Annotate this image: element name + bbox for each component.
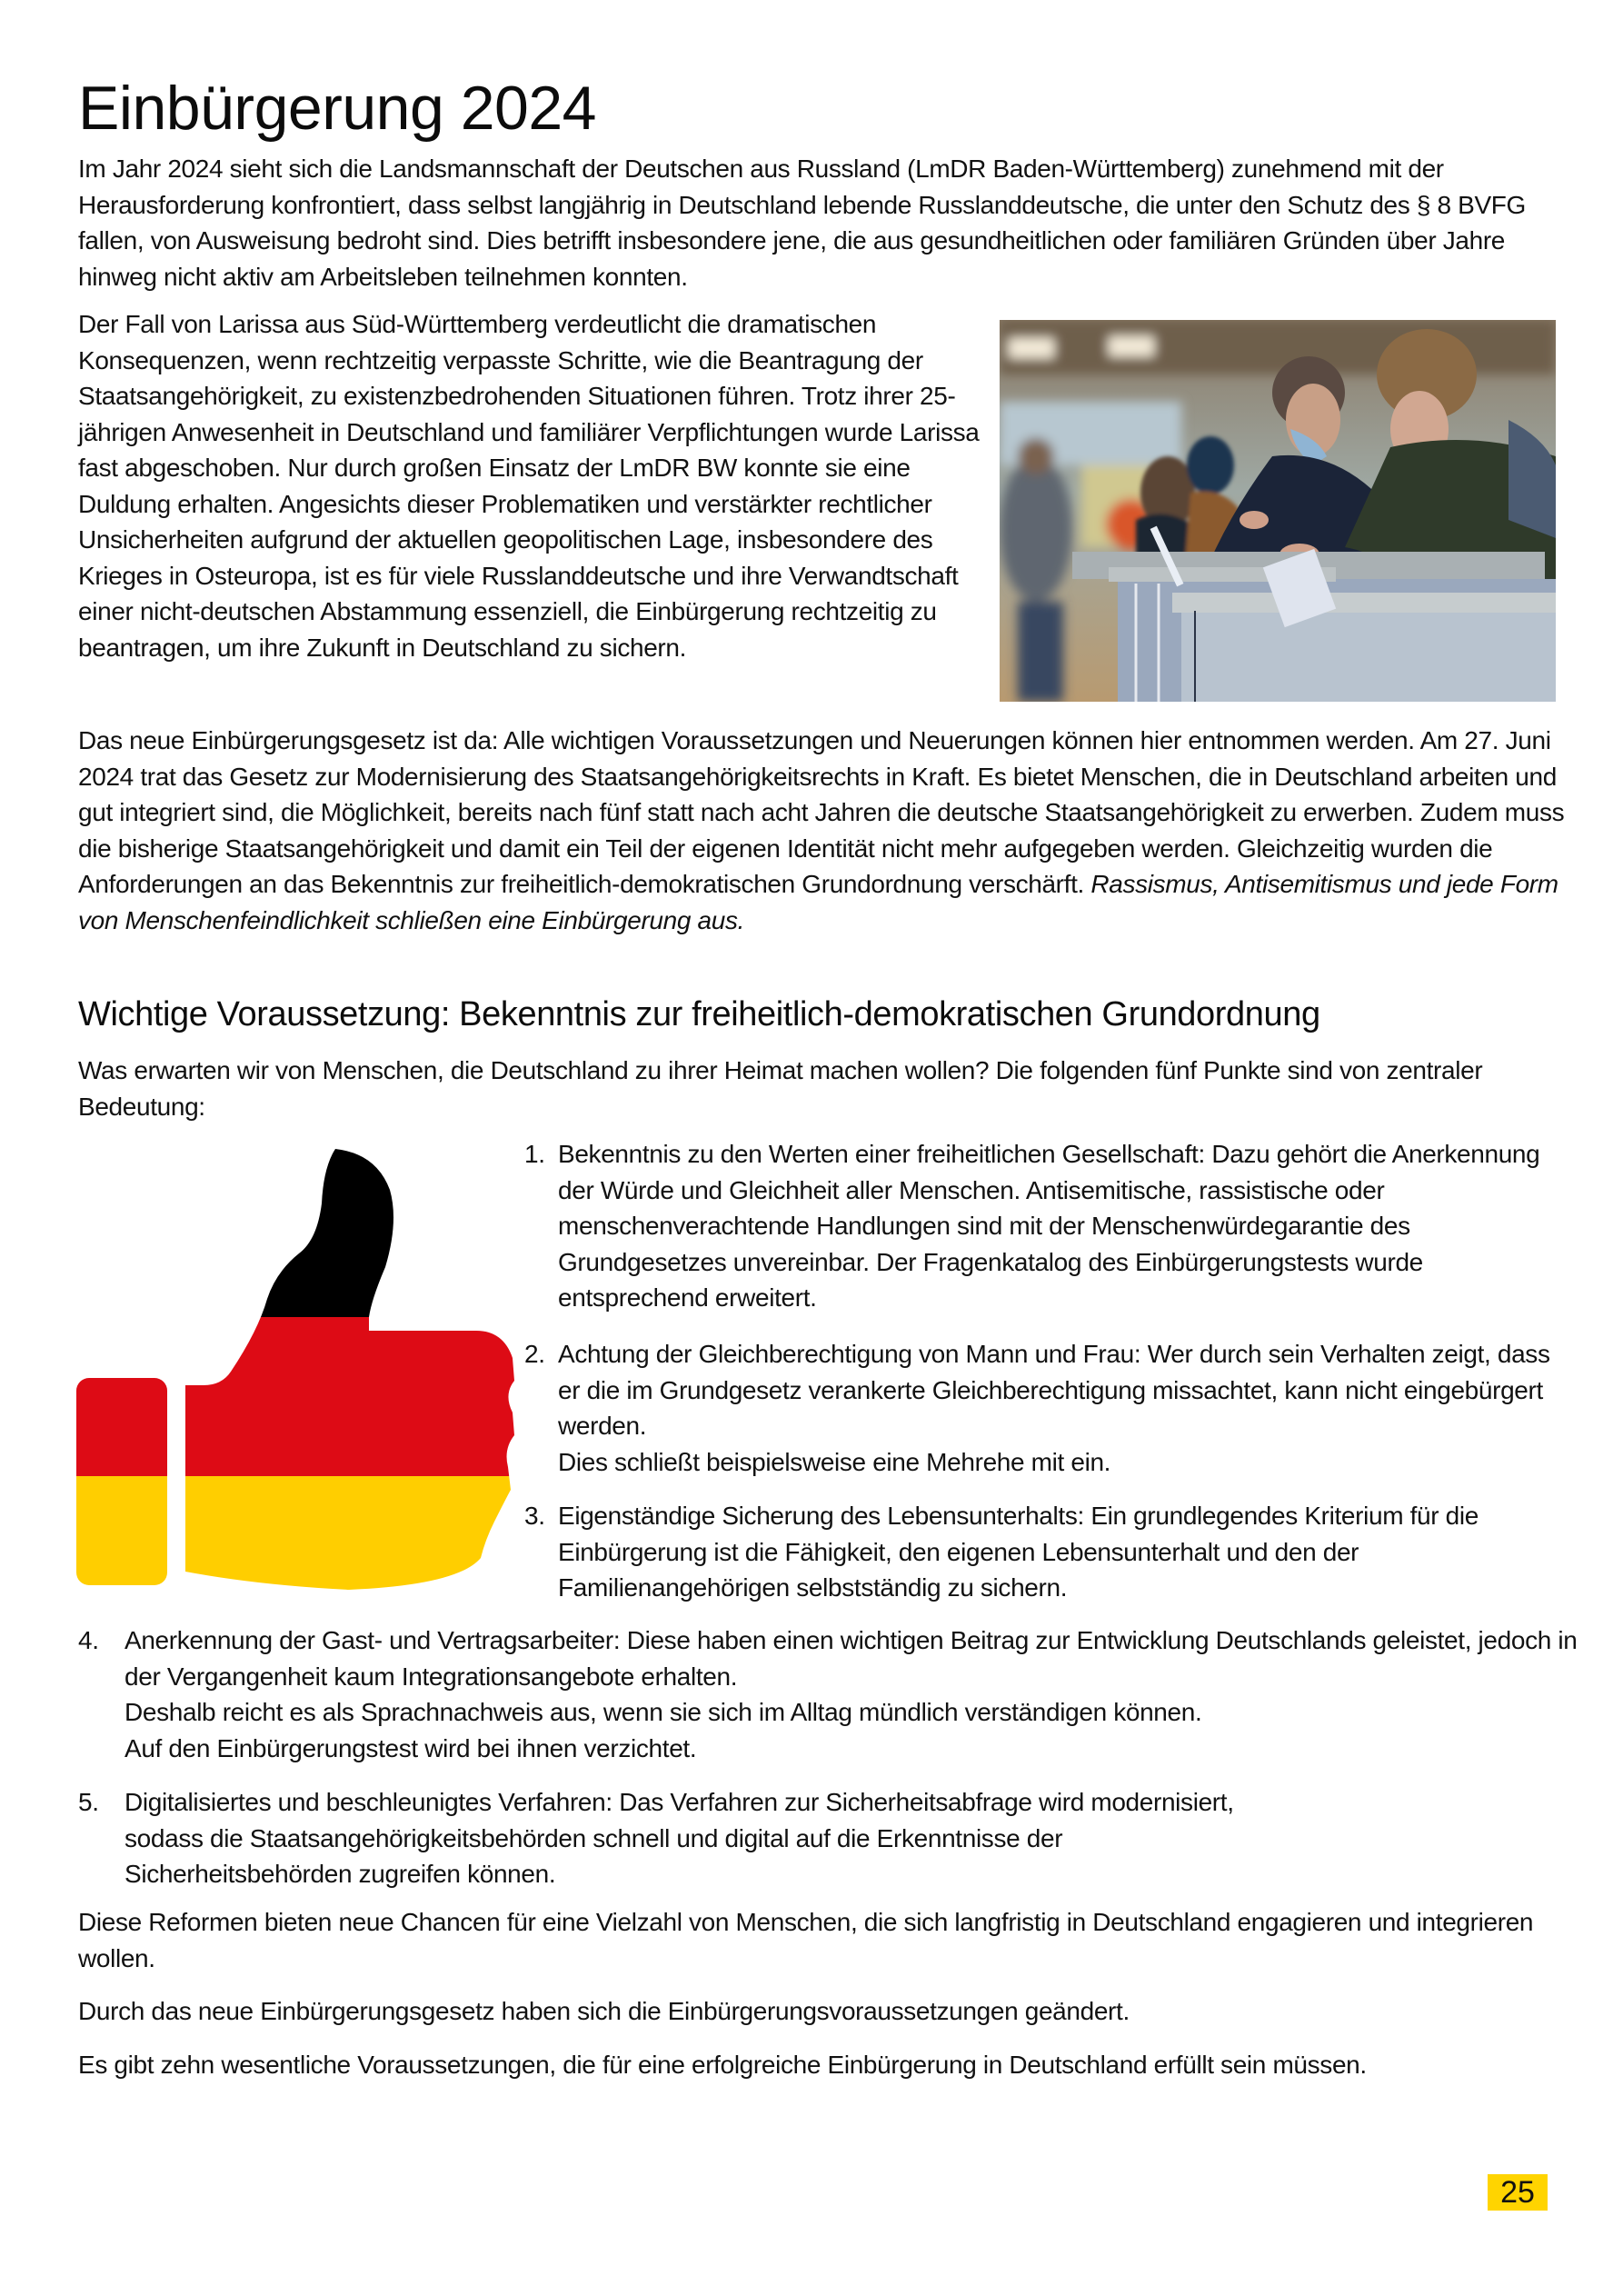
list-text: sodass die Staatsangehörigkeitsbehörden schnell und digital auf die Erkenntnisse der: [124, 1823, 1063, 1852]
list-text: Auf den Einbürgerungstest wird bei ihnen verzichtet.: [124, 1733, 697, 1762]
page-number-badge: 25: [1488, 2174, 1548, 2211]
thumbs-up-flag-icon: [76, 1140, 522, 1596]
list-text: Bekenntnis zu den Werten einer freiheitlichen Gesellschaft: Dazu gehört die Anerkennung der Würde und Gleichheit aller Menschen. Antisemitische, rassistische oder menschenverachtende Handlungen sind mit der Menschenwürdegarantie des Grundgesetzes unvereinbar. Der Fragenkatalog des Einbürgerungstests wurde entsprechend erweitert.: [558, 1140, 1540, 1312]
list-number: 1.: [524, 1140, 545, 1168]
reforms-paragraph: Diese Reformen bieten neue Chancen für eine Vielzahl von Menschen, die sich langfristig in Deutschland engagieren und integrieren wollen.: [78, 1908, 1534, 1972]
list-text: Anerkennung der Gast- und Vertragsarbeiter: Diese haben einen wichtigen Beitrag zur Entwicklung Deutschlands geleistet, jedoch in der Vergangenheit kaum Integrationsangebote erhalten.: [124, 1626, 1578, 1691]
thumbs-up-flag-graphic: [76, 1140, 522, 1596]
list-text: Digitalisiertes und beschleunigtes Verfahren: Das Verfahren zur Sicherheitsabfrage wird modernisiert,: [124, 1788, 1234, 1816]
list-text: Eigenständige Sicherung des Lebensunterhalts: Ein grundlegendes Kriterium für die Einbürgerung ist die Fähigkeit, den eigenen Lebensunterhalt und den der Familienangehörigen selbstständig zu sichern.: [558, 1502, 1479, 1602]
list-item: [524, 1336, 1569, 1480]
ballot-photo: [1000, 320, 1556, 702]
list-item: [78, 1784, 1587, 1892]
changed-paragraph: Durch das neue Einbürgerungsgesetz haben sich die Einbürgerungsvoraussetzungen geändert.: [78, 1997, 1130, 2025]
list-text: Sicherheitsbehörden zugreifen können.: [124, 1860, 556, 1888]
list-item: [524, 1498, 1569, 1606]
law-emphasis: Rassismus, Antisemitismus und jede Form von Menschenfeindlichkeit schließen eine Einbürgerung aus.: [78, 870, 1558, 934]
list-number: 4.: [78, 1626, 99, 1654]
flag-stripe-gold: [76, 1476, 522, 1596]
flag-stripe-red: [76, 1317, 522, 1476]
list-number: 2.: [524, 1340, 545, 1368]
question-paragraph: Was erwarten wir von Menschen, die Deutschland zu ihrer Heimat machen wollen? Die folgenden fünf Punkte sind von zentraler Bedeutung:: [78, 1056, 1483, 1121]
flag-stripe-black: [76, 1140, 522, 1317]
list-text: Deshalb reicht es als Sprachnachweis aus, wenn sie sich im Alltag mündlich verständigen können.: [124, 1698, 1202, 1726]
list-text: Achtung der Gleichberechtigung von Mann und Frau: Wer durch sein Verhalten zeigt, dass er die im Grundgesetz verankerte Gleichberechtigung missachtet, kann nicht eingebürgert werden.: [558, 1340, 1550, 1440]
list-item: [78, 1622, 1587, 1766]
law-text: Das neue Einbürgerungsgesetz ist da: Alle wichtigen Voraussetzungen und Neuerungen können hier entnommen werden. Am 27. Juni 2024 trat das Gesetz zur Modernisierung des Staatsangehörigkeitsrechts in Kraft. Es bietet Menschen, die in Deutschland arbeiten und gut integriert sind, die Möglichkeit, bereits nach fünf statt nach acht Jahren die deutsche Staatsangehörigkeit zu erwerben. Zudem muss die bisherige Staatsangehörigkeit und damit ein Teil der eigenen Identität nicht mehr aufgegeben werden. Gleichzeitig wurden die Anforderungen an das Bekenntnis zur freiheitlich-demokratischen Grundordnung verschärft.: [78, 726, 1565, 898]
section-heading: Wichtige Voraussetzung: Bekenntnis zur freiheitlich-demokratischen Grundordnung: [78, 995, 1320, 1033]
case-paragraph: Der Fall von Larissa aus Süd-Württemberg verdeutlicht die dramatischen Konsequenzen, wenn rechtzeitig verpasste Schritte, wie die Beantragung der Staatsangehörigkeit, zu existenzbedrohenden Situationen führen. Trotz ihrer 25-jährigen Anwesenheit in Deutschland und familiärer Verpflichtungen wurde Larissa fast abgeschoben. Nur durch großen Einsatz der LmDR BW konnte sie eine Duldung erhalten. Angesichts dieser Problematiken und verstärkter rechtlicher Unsicherheiten aufgrund der aktuellen geopolitischen Lage, insbesondere des Krieges in Osteuropa, ist es für viele Russlanddeutsche und ihre Verwandtschaft einer nicht-deutschen Abstammung essenziell, die Einbürgerung rechtzeitig zu beantragen, um ihre Zukunft in Deutschland zu sichern.: [78, 310, 980, 662]
list-text: Dies schließt beispielsweise eine Mehrehe mit ein.: [558, 1447, 1111, 1476]
list-item: [524, 1136, 1569, 1316]
ballot-photo-illustration: [1000, 320, 1556, 702]
list-number: 3.: [524, 1502, 545, 1530]
requirements-paragraph: Es gibt zehn wesentliche Voraussetzungen, die für eine erfolgreiche Einbürgerung in Deutschland erfüllt sein müssen.: [78, 2051, 1367, 2079]
intro-paragraph: Im Jahr 2024 sieht sich die Landsmannschaft der Deutschen aus Russland (LmDR Baden-Württemberg) zunehmend mit der Herausforderung konfrontiert, dass selbst langjährig in Deutschland lebende Russlanddeutsche, die unter den Schutz des § 8 BVFG fallen, von Ausweisung bedroht sind. Dies betrifft insbesondere jene, die aus gesundheitlichen oder familiären Gründen über Jahre hinweg nicht aktiv am Arbeitsleben teilnehmen konnten.: [78, 155, 1526, 291]
page-title: Einbürgerung 2024: [78, 74, 596, 143]
list-number: 5.: [78, 1788, 99, 1816]
law-paragraph: [78, 723, 1578, 938]
